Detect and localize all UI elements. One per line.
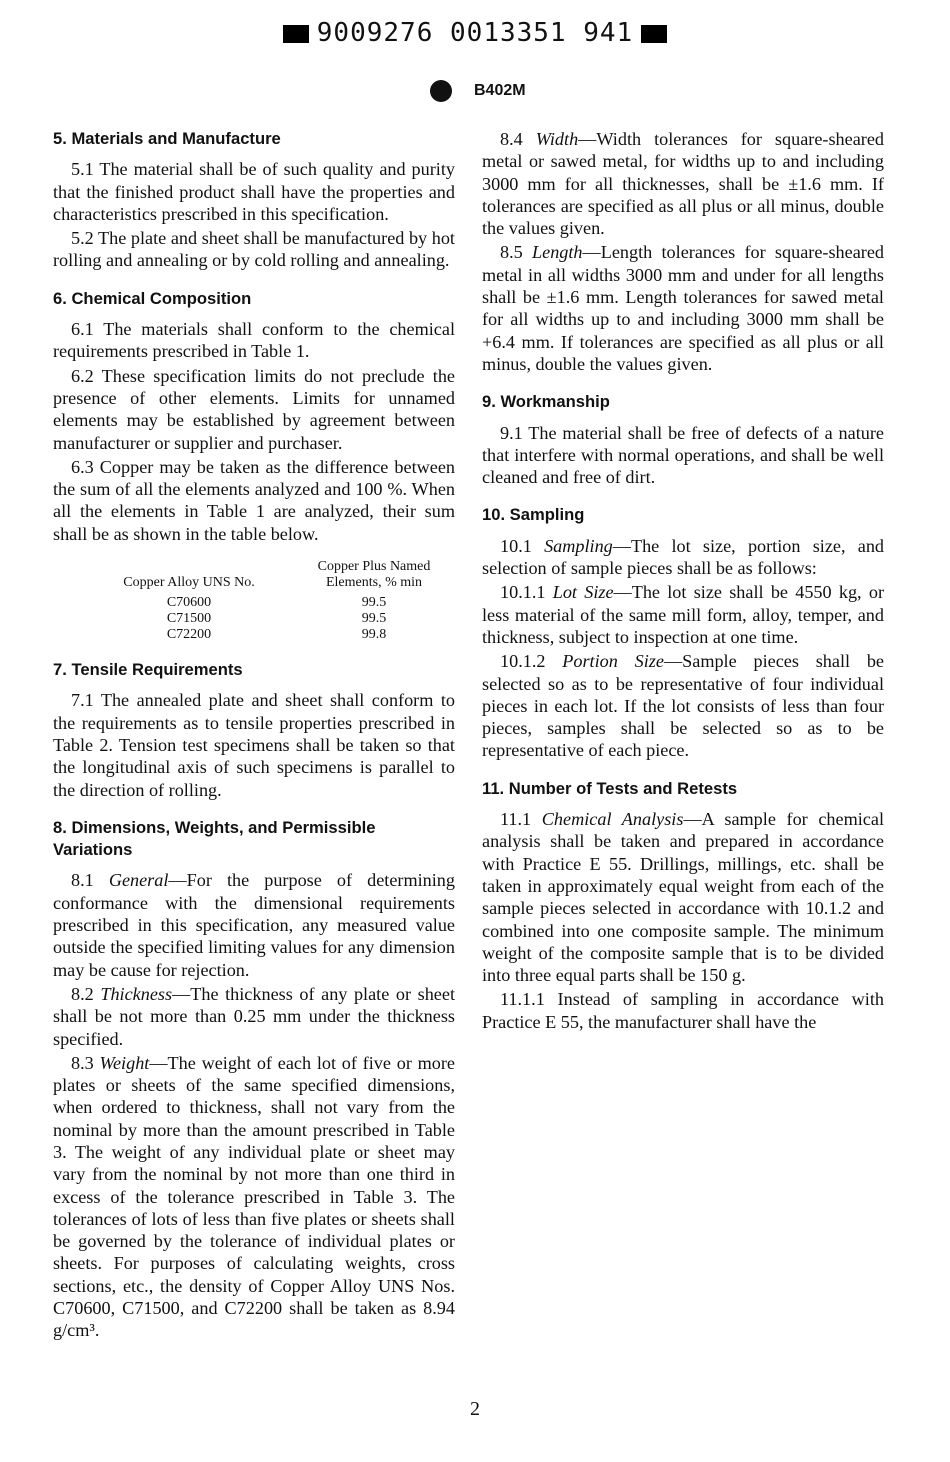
para-heading: Weight <box>99 1052 150 1073</box>
table-row <box>83 611 453 627</box>
para-text: —Length tolerances for square-sheared metal in all widths 3000 mm and under for all lengths shall be ±1.6 mm. Length tolerances for sawed metal for all widths up to and including 3000 mm shall be +6.4 mm. If tolerances are specified as all plus or all minus, double the values given. <box>482 242 884 374</box>
section-title: 11. Number of Tests and Retests <box>482 778 738 798</box>
para-text: —The lot size shall be 4550 kg, or less material of the same mill form, alloy, temper, and thickness, subject to inspection at one time. <box>482 582 884 647</box>
para-text: —The thickness of any plate or sheet shall be not more than 0.25 mm under the thickness specified. <box>53 983 455 1049</box>
paragraph: 11.1.1 Instead of sampling in accordance with Practice E 55, the manufacturer shall have the <box>482 989 884 1032</box>
page-header <box>430 80 526 102</box>
paragraph <box>482 808 884 986</box>
table-row <box>83 595 453 611</box>
para-number: 8.5 <box>500 242 523 263</box>
para-text: —The weight of each lot of five or more plates or sheets of the same specified dimensions, when ordered to thickness, shall not vary from the nominal by more than the amount prescribed in Table 3. The weight of any individual plate or sheet may vary from the nominal by not more than one third in excess of the tolerance prescribed in Table 3. The tolerances of lots of less than five plates or sheets shall be governed by the tolerance of individual plates or sheets. For purposes of calculating weights, cross sections, etc., the density of Copper Alloy UNS Nos. C70600, C71500, and C72200 shall be taken as 8.94 g/cm³. <box>53 1052 456 1341</box>
para-heading: Chemical Analysis <box>541 809 684 830</box>
paragraph <box>482 581 884 648</box>
paragraph <box>482 535 884 580</box>
para-heading: Portion Size <box>562 651 664 672</box>
para-number: 10.1 <box>500 535 532 556</box>
para-heading: Width <box>535 129 579 149</box>
paragraph <box>482 128 884 239</box>
paragraph <box>482 241 884 375</box>
para-number: 10.1.1 <box>500 582 546 603</box>
section-title: 6. Chemical Composition <box>53 288 252 308</box>
document-code-bar <box>0 18 950 48</box>
document-code: 9009276 0013351 941 <box>316 18 634 48</box>
code-block-left <box>283 25 309 43</box>
paragraph: 6.1 The materials shall conform to the chemical requirements prescribed in Table 1. <box>53 319 455 362</box>
right-column <box>482 128 884 1033</box>
para-text: —For the purpose of determining conformance with the dimensional requirements prescribed in this specification, any measured value outside the specified limiting values for any dimension may be cause for rejection. <box>53 870 455 980</box>
para-number: 8.4 <box>500 129 523 149</box>
page-number: 2 <box>470 1398 480 1420</box>
para-text: —The lot size, portion size, and selection of sample pieces shall be as follows: <box>482 535 885 579</box>
table-header: Copper Plus Named Elements, % min <box>317 559 431 591</box>
paragraph: 6.3 Copper may be taken as the difference between the sum of all the elements analyzed and 100 %. When all the elements in Table 1 are analyzed, their sum shall be as shown in the table below. <box>53 456 455 544</box>
paragraph: 9.1 The material shall be free of defects of a nature that interfere with normal operations, and shall be well cleaned and free of dirt. <box>482 422 884 488</box>
table-cell: 99.8 <box>361 627 387 643</box>
para-heading: Thickness <box>100 983 173 1004</box>
table-cell: C70600 <box>166 595 212 611</box>
paragraph: 6.2 These specification limits do not preclude the presence of other elements. Limits for unnamed elements may be established by agreement between manufacturer or supplier and purchaser. <box>53 365 455 453</box>
section-title: 8. Dimensions, Weights, and Permissible Variations <box>53 817 376 860</box>
code-block-right <box>641 25 667 43</box>
paragraph: 5.1 The material shall be of such quality and purity that the finished product shall have the properties and characteristics prescribed in this specification. <box>53 159 455 224</box>
para-text: —Sample pieces shall be selected so as to be representative of four individual pieces in each lot. If the lot consists of less than four pieces, samples shall be selected so as to be representative of each piece. <box>482 651 885 761</box>
paragraph <box>53 983 455 1050</box>
paragraph: 7.1 The annealed plate and sheet shall conform to the requirements as to tensile properties prescribed in Table 2. Tension test specimens shall be taken so that the longitudinal axis of such specimens is parallel to the direction of rolling. <box>53 690 455 800</box>
composition-table <box>83 559 453 643</box>
para-number: 8.1 <box>71 870 94 891</box>
table-cell: C71500 <box>166 611 212 627</box>
section-title: 5. Materials and Manufacture <box>53 129 281 148</box>
para-text: —Width tolerances for square-sheared metal or sawed metal, for widths up to and including 3000 mm for all thicknesses, shall be ±1.6 mm. If tolerances are specified as all plus or all minus, double the values given. <box>482 129 884 239</box>
table-row <box>83 627 453 643</box>
left-column <box>53 128 455 1342</box>
table-cell: C72200 <box>166 627 212 643</box>
paragraph <box>482 650 884 761</box>
astm-logo-icon <box>430 80 452 102</box>
paragraph <box>53 1052 455 1342</box>
table-header: Copper Alloy UNS No. <box>123 575 255 591</box>
para-heading: General <box>108 870 169 891</box>
para-heading: Length <box>532 242 583 263</box>
section-title: 7. Tensile Requirements <box>53 660 243 680</box>
designation: B402M <box>474 82 526 100</box>
para-number: 10.1.2 <box>500 651 546 672</box>
section-title: 9. Workmanship <box>482 392 610 412</box>
paragraph: 5.2 The plate and sheet shall be manufactured by hot rolling and annealing or by cold rolling and annealing. <box>53 228 455 271</box>
para-number: 8.3 <box>71 1052 94 1073</box>
para-heading: Sampling <box>544 535 613 556</box>
table-cell: 99.5 <box>361 611 387 627</box>
para-text: —A sample for chemical analysis shall be taken and prepared in accordance with Practice E 55. Drillings, millings, etc. shall be taken in approximately equal weight from each of the sample pieces selected in accordance with 10.1.2 and combined into one composite sample. The minimum weight of the composite sample that is to be divided into three equal parts shall be 150 g. <box>482 809 884 986</box>
section-title: 10. Sampling <box>482 505 585 525</box>
para-heading: Lot Size <box>552 582 614 603</box>
para-number: 8.2 <box>71 983 94 1004</box>
para-number: 11.1 <box>500 809 532 830</box>
paragraph <box>53 869 455 980</box>
table-cell: 99.5 <box>361 595 387 611</box>
